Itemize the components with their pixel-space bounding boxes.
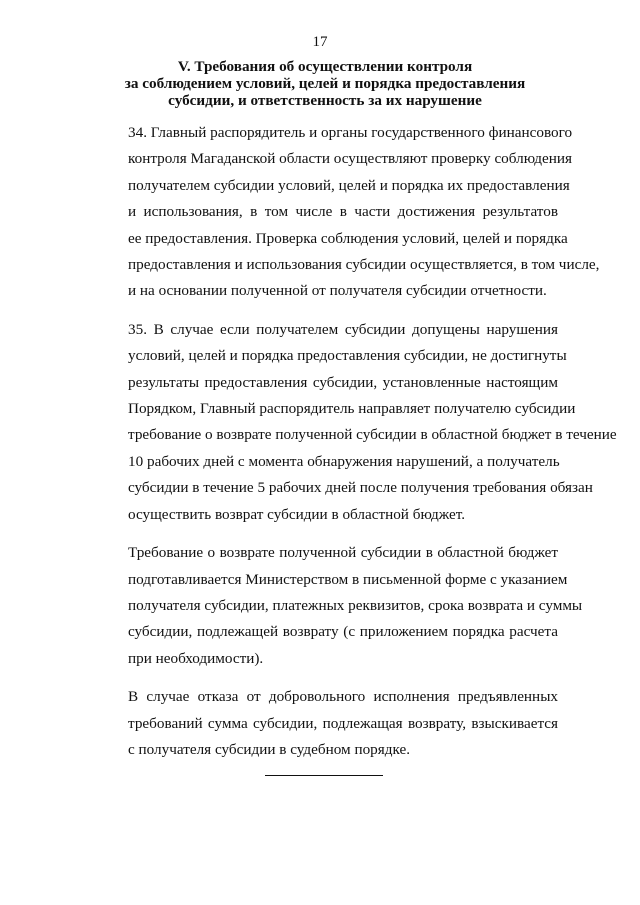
text-line: 10 рабочих дней с момента обнаружения нарушений, а получатель (128, 452, 560, 470)
heading-line: за соблюдением условий, целей и порядка предоставления (124, 75, 526, 92)
text-line: получателем субсидии условий, целей и порядка их предоставления (128, 176, 570, 194)
text-line: требований сумма субсидии, подлежащая возврату, взыскивается (128, 714, 558, 732)
text-line: Требование о возврате полученной субсидии в областной бюджет (128, 544, 558, 562)
heading-line: субсидии, и ответственность за их нарушение (168, 92, 482, 109)
text-line: контроля Магаданской области осуществляют проверку соблюдения (128, 150, 572, 168)
text-line: подготавливается Министерством в письменной форме с указанием (128, 570, 568, 588)
text-line: требование о возврате полученной субсидии в областной бюджет в течение (128, 426, 617, 444)
text-line: получателя субсидии, платежных реквизитов, срока возврата и суммы (128, 596, 583, 614)
text-line: 35. В случае если получателем субсидии допущены нарушения (128, 320, 558, 338)
text-line: предоставления и использования субсидии осуществляется, в том числе, (128, 256, 600, 274)
paragraph-34 (92, 120, 600, 305)
paragraph-refund-requirement (92, 540, 583, 672)
end-separator-line (265, 775, 383, 776)
text-line: результаты предоставления субсидии, установленные настоящим (128, 373, 558, 391)
text-line: при необходимости). (128, 649, 264, 667)
text-line: и на основании полученной от получателя субсидии отчетности. (128, 282, 547, 300)
page-number: 17 (312, 34, 328, 50)
text-line: и использования, в том числе в части достижения результатов (128, 203, 558, 221)
text-line: В случае отказа от добровольного исполнения предъявленных (128, 688, 558, 706)
text-line: условий, целей и порядка предоставления субсидии, не достигнуты (128, 347, 567, 365)
heading-line: V. Требования об осуществлении контроля (177, 58, 473, 75)
text-line: субсидии в течение 5 рабочих дней после получения требования обязан (128, 479, 593, 497)
text-line: Порядком, Главный распорядитель направляет получателю субсидии (128, 400, 576, 418)
text-line: осуществить возврат субсидии в областной бюджет. (128, 505, 466, 523)
text-line: с получателя субсидии в судебном порядке. (128, 740, 411, 758)
text-line: субсидии, подлежащей возврату (с приложением порядка расчета (128, 623, 558, 641)
paragraph-35 (92, 317, 617, 528)
paragraph-refusal (92, 684, 558, 763)
text-line: 34. Главный распорядитель и органы государственного финансового (128, 124, 573, 141)
section-heading (92, 58, 558, 109)
text-line: ее предоставления. Проверка соблюдения условий, целей и порядка (128, 229, 568, 247)
document-body (92, 120, 617, 775)
